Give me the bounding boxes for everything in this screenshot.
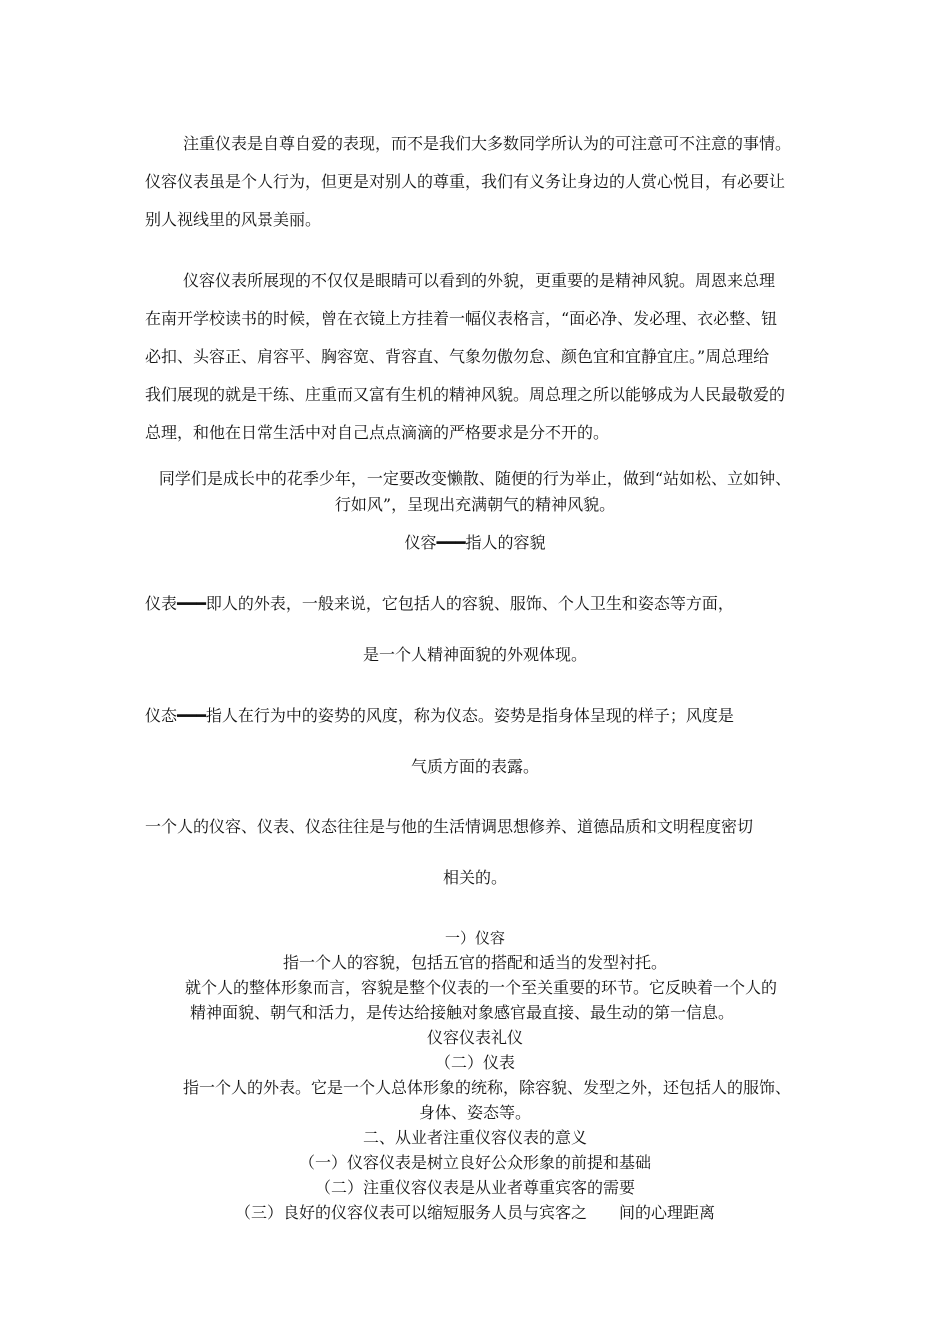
section-2-item-2: （二）注重仪容仪表是从业者尊重宾客的需要 [314, 1178, 635, 1197]
paragraph-1-line-2: 仪容仪表虽是个人行为，但更是对别人的尊重，我们有义务让身边的人赏心悦目，有必要让 [145, 172, 786, 191]
summary-line-2: 相关的。 [442, 868, 507, 887]
section-2-item-3: （三）良好的仪容仪表可以缩短服务人员与宾客之 间的心理距离 [234, 1203, 715, 1222]
paragraph-2-line-4: 我们展现的就是干练、庄重而又富有生机的精神风貌。周总理之所以能够成为人民最敬爱的 [145, 385, 786, 404]
subtitle: 仪容仪表礼仪 [426, 1028, 523, 1047]
paragraph-2-line-3: 必扣、头容正、肩容平、胸容宽、背容直、气象勿傲勿怠、颜色宜和宜静宜庄。”周总理给 [145, 347, 770, 366]
summary-line-1: 一个人的仪容、仪表、仪态往往是与他的生活情调思想修养、道德品质和文明程度密切 [145, 817, 754, 836]
yibiao-body-line-2: 身体、姿态等。 [418, 1103, 531, 1122]
definition-yibiao-line-1: 仪表━━━即人的外表，一般来说，它包括人的容貌、服饰、个人卫生和姿态等方面， [145, 594, 734, 613]
paragraph-1-line-3: 别人视线里的风景美丽。 [145, 210, 322, 229]
paragraph-3-line-2: 行如风”，呈现出充满朝气的精神风貌。 [334, 495, 616, 514]
section-2-item-1: （一）仪容仪表是树立良好公众形象的前提和基础 [298, 1153, 651, 1172]
definition-yitai-line-1: 仪态━━━指人在行为中的姿势的风度，称为仪态。姿势是指身体呈现的样子；风度是 [145, 706, 734, 725]
heading-yirong-desc: 指一个人的容貌，包括五官的搭配和适当的发型衬托。 [282, 953, 667, 972]
paragraph-1-line-1: 注重仪表是自尊自爱的表现，而不是我们大多数同学所认为的可注意可不注意的事情。 [183, 134, 792, 153]
paragraph-2-line-2: 在南开学校读书的时候，曾在衣镜上方挂着一幅仪表格言，“面必净、发必理、衣必整、钮 [145, 309, 778, 328]
heading-yibiao: （二）仪表 [434, 1053, 515, 1072]
yirong-body-line-1: 就个人的整体形象而言，容貌是整个仪表的一个至关重要的环节。它反映着一个人的 [185, 978, 778, 997]
heading-yirong: 一）仪容 [444, 929, 505, 947]
definition-yibiao-line-2: 是一个人精神面貌的外观体现。 [362, 645, 587, 664]
yibiao-body-line-1: 指一个人的外表。它是一个人总体形象的统称，除容貌、发型之外，还包括人的服饰、 [183, 1078, 792, 1097]
definition-yitai-line-2: 气质方面的表露。 [410, 757, 539, 776]
definition-yirong: 仪容━━━指人的容貌 [404, 533, 546, 552]
section-2-heading: 二、从业者注重仪容仪表的意义 [362, 1128, 587, 1147]
yirong-body-line-2: 精神面貌、朝气和活力，是传达给接触对象感官最直接、最生动的第一信息。 [190, 1003, 735, 1022]
paragraph-3-line-1: 同学们是成长中的花季少年，一定要改变懒散、随便的行为举止，做到“站如松、立如钟、 [158, 469, 792, 488]
paragraph-2-line-1: 仪容仪表所展现的不仅仅是眼睛可以看到的外貌，更重要的是精神风貌。周恩来总理 [183, 271, 776, 290]
paragraph-2-line-5: 总理，和他在日常生活中对自己点点滴滴的严格要求是分不开的。 [145, 423, 610, 442]
